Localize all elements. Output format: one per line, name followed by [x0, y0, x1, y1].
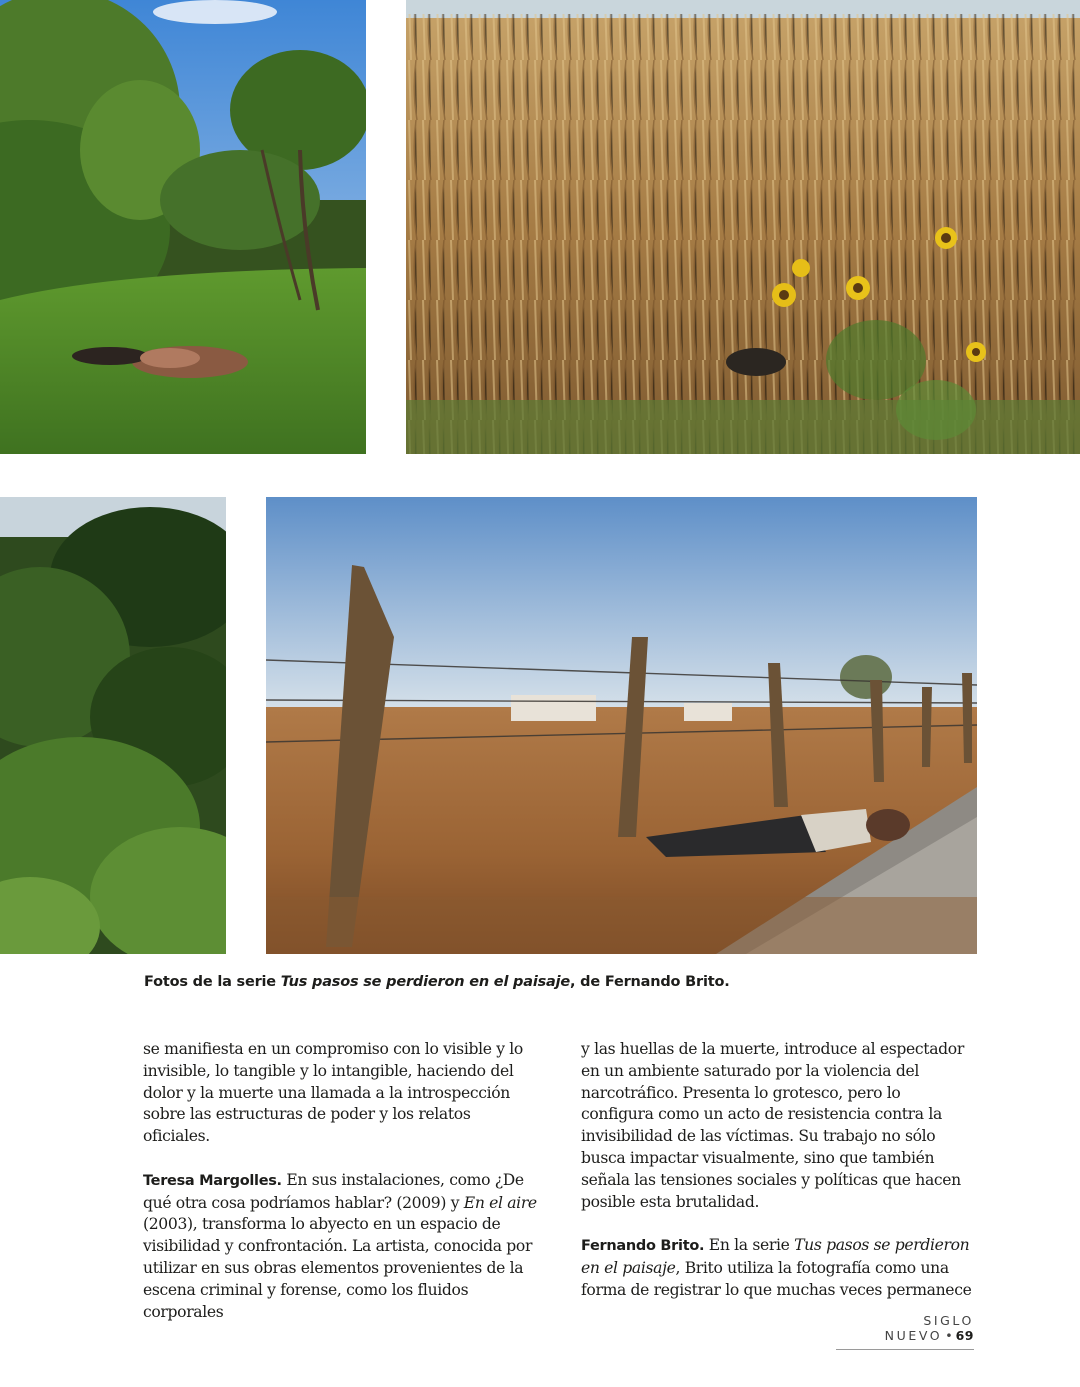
page-folio: [836, 1313, 974, 1350]
paragraph-teresa-margolles: Teresa Margolles. En sus instalaciones, como ¿De qué otra cosa podríamos hablar? (2009) y En el aire (2003), transforma lo abyecto en un espacio de visibilidad y confrontación. La artista, conocida por utilizar en sus obras elementos provenientes de la escena criminal y forense, como los fluidos corporales: [143, 1170, 537, 1321]
page-number: 69: [955, 1328, 974, 1343]
photo-corn-field-image: [406, 0, 1080, 454]
folio-separator: •: [945, 1328, 953, 1343]
photo-barbed-wire-fence: [266, 497, 977, 954]
photo-grass-field-image: [0, 0, 366, 454]
photo-caption: Fotos de la serie Tus pasos se perdieron en el paisaje, de Fernando Brito.: [144, 974, 730, 990]
paragraph-fernando-brito: Fernando Brito. En la serie Tus pasos se perdieron en el paisaje, Brito utiliza la fotografía como una forma de registrar lo que muchas veces permanece: [581, 1236, 972, 1299]
left-column: [143, 1039, 538, 1323]
paragraph-intro: se manifiesta en un compromiso con lo visible y lo invisible, lo tangible y lo intangible, haciendo del dolor y la muerte una llamada a la introspección sobre las estructuras de poder y los relatos oficiales.: [143, 1040, 523, 1146]
lead-fernando-brito: Fernando Brito.: [581, 1238, 705, 1255]
publication-name: SIGLO NUEVO: [884, 1313, 974, 1343]
series-title: Tus pasos se perdieron en el paisaje: [581, 1236, 970, 1277]
paragraph-continuation: y las huellas de la muerte, introduce al espectador en un ambiente saturado por la violencia del narcotráfico. Presenta lo grotesco, pero lo configura como un acto de resistencia contra la invisibilidad de las víctimas. Su trabajo no sólo busca impactar visualmente, sino que también señala las tensiones sociales y políticas que hacen posible esta brutalidad.: [581, 1040, 964, 1211]
right-column: [581, 1039, 976, 1302]
photo-grass-field: [0, 0, 366, 454]
work-title-en-el-aire: En el aire: [463, 1193, 537, 1212]
photo-dense-vegetation-image: [0, 497, 226, 954]
caption-series-title: Tus pasos se perdieron en el paisaje: [280, 974, 571, 990]
lead-teresa-margolles: Teresa Margolles.: [143, 1172, 282, 1189]
photo-barbed-wire-fence-image: [266, 497, 977, 954]
photo-dense-vegetation: [0, 497, 226, 954]
photo-corn-field: [406, 0, 1080, 454]
